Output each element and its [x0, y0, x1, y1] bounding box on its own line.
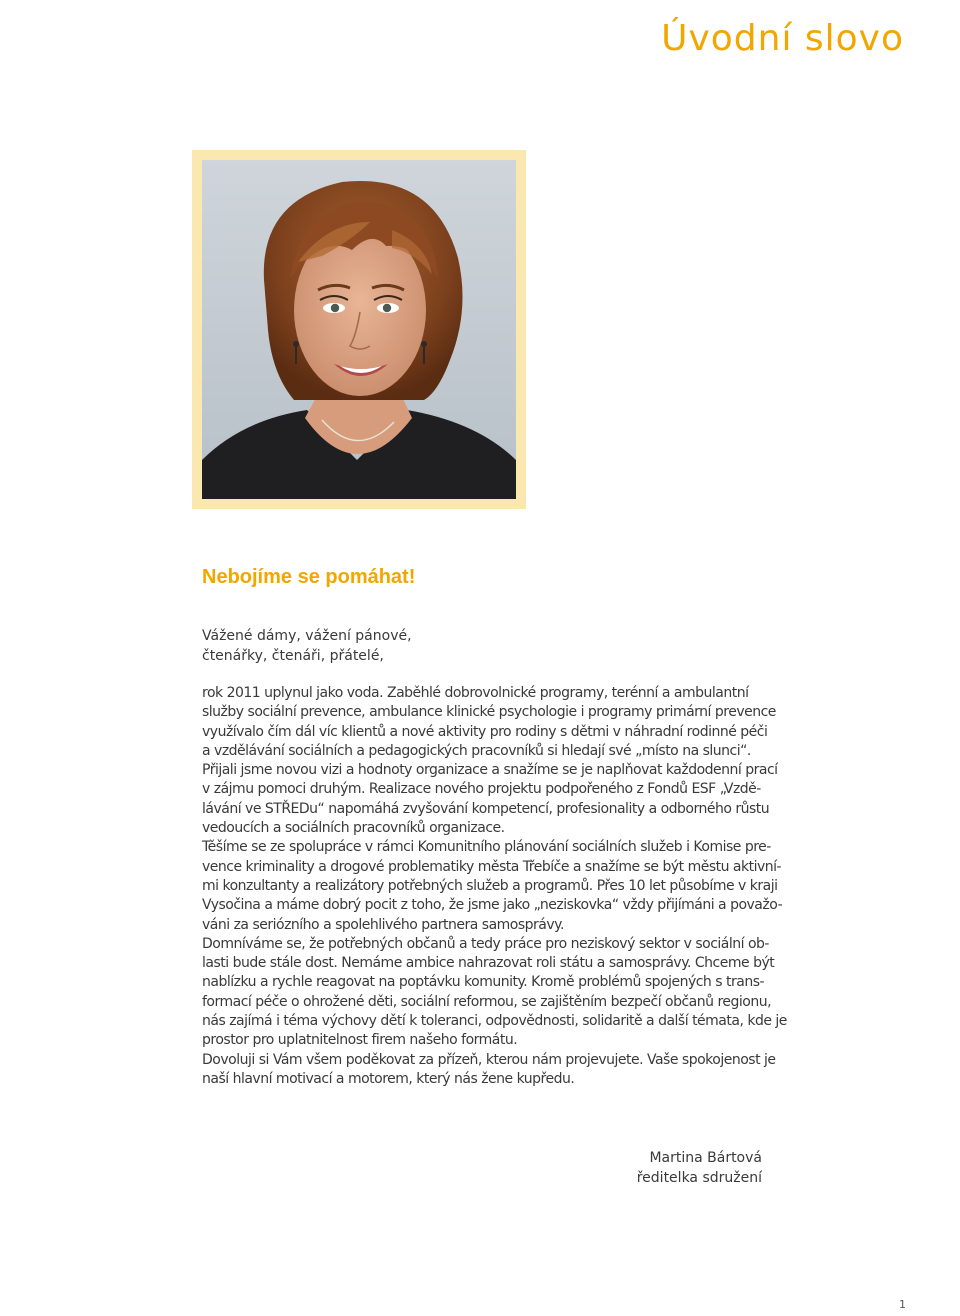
body-line: Těšíme se ze spolupráce v rámci Komunitního plánování sociálních služeb i Komise pre- [202, 839, 771, 856]
body-line: využívalo čím dál víc klientů a nové aktivity pro rodiny s dětmi v náhradní rodinné péči [202, 723, 768, 740]
greeting-line: Vážené dámy, vážení pánové, [202, 628, 412, 644]
body-line: formací péče o ohrožené děti, sociální reformou, se zajištěním bezpečí občanů regionu, [202, 993, 772, 1010]
body-line: lávání ve STŘEDu“ napomáhá zvyšování kompetencí, profesionality a odborného růstu [202, 800, 770, 817]
page-number: 1 [899, 1298, 906, 1311]
body-line: vence kriminality a drogové problematiky města Třebíče a snažíme se být městu aktivní- [202, 858, 782, 875]
page-title: Úvodní slovo [661, 18, 904, 59]
greeting-line: čtenářky, čtenáři, přátelé, [202, 647, 384, 664]
body-line: naší hlavní motivací a motorem, který nás žene kupředu. [202, 1070, 575, 1087]
body-line: prostor pro uplatnitelnost firem našeho formátu. [202, 1032, 518, 1049]
signature-name: Martina Bártová [649, 1150, 762, 1166]
section-heading: Nebojíme se pomáhat! [202, 566, 416, 588]
signature [637, 1148, 762, 1188]
body-line: nablízku a rychle reagovat na poptávku komunity. Kromě problémů spojených s trans- [202, 974, 765, 991]
body-line: v zájmu pomoci druhým. Realizace nového projektu podpořeného z Fondů ESF „Vzdě- [202, 781, 761, 798]
body-line: rok 2011 uplynul jako voda. Zaběhlé dobrovolnické programy, terénní a ambulantní [202, 685, 749, 701]
body-line: Vysočina a máme dobrý pocit z toho, že jsme jako „neziskovka“ vždy přijímáni a považo- [202, 897, 783, 914]
body-line: Přijali jsme novou vizi a hodnoty organizace a snažíme se je naplňovat každodenní prací [202, 762, 778, 779]
signature-role: ředitelka sdružení [636, 1170, 762, 1186]
body-line: služby sociální prevence, ambulance klinické psychologie i programy primární prevence [202, 704, 776, 721]
body-line: váni za seriózního a spolehlivého partnera samosprávy. [202, 916, 564, 933]
greeting [202, 627, 412, 666]
body-line: vedoucích a sociálních pracovníků organizace. [202, 820, 505, 837]
body-line: lasti bude stále dost. Nemáme ambice nahrazovat roli státu a samosprávy. Chceme být [202, 955, 775, 972]
body-line: nás zajímá i téma výchovy dětí k toleranci, odpovědnosti, solidaritě a další témata, kde je [202, 1013, 787, 1030]
body-line: Domníváme se, že potřebných občanů a tedy práce pro neziskový sektor v sociální ob- [202, 935, 769, 952]
body-line: Dovoluji si Vám všem poděkovat za přízeň, kterou nám projevujete. Vaše spokojenost je [202, 1051, 776, 1068]
portrait-photo [202, 160, 516, 499]
letter-body [202, 684, 787, 1089]
body-line: mi konzultanty a realizátory potřebných služeb a programů. Přes 10 let působíme v kraji [202, 877, 778, 894]
portrait-frame [192, 150, 526, 509]
body-line: a vzdělávání sociálních a pedagogických pracovníků si hledají své „místo na slunci“. [202, 742, 751, 759]
